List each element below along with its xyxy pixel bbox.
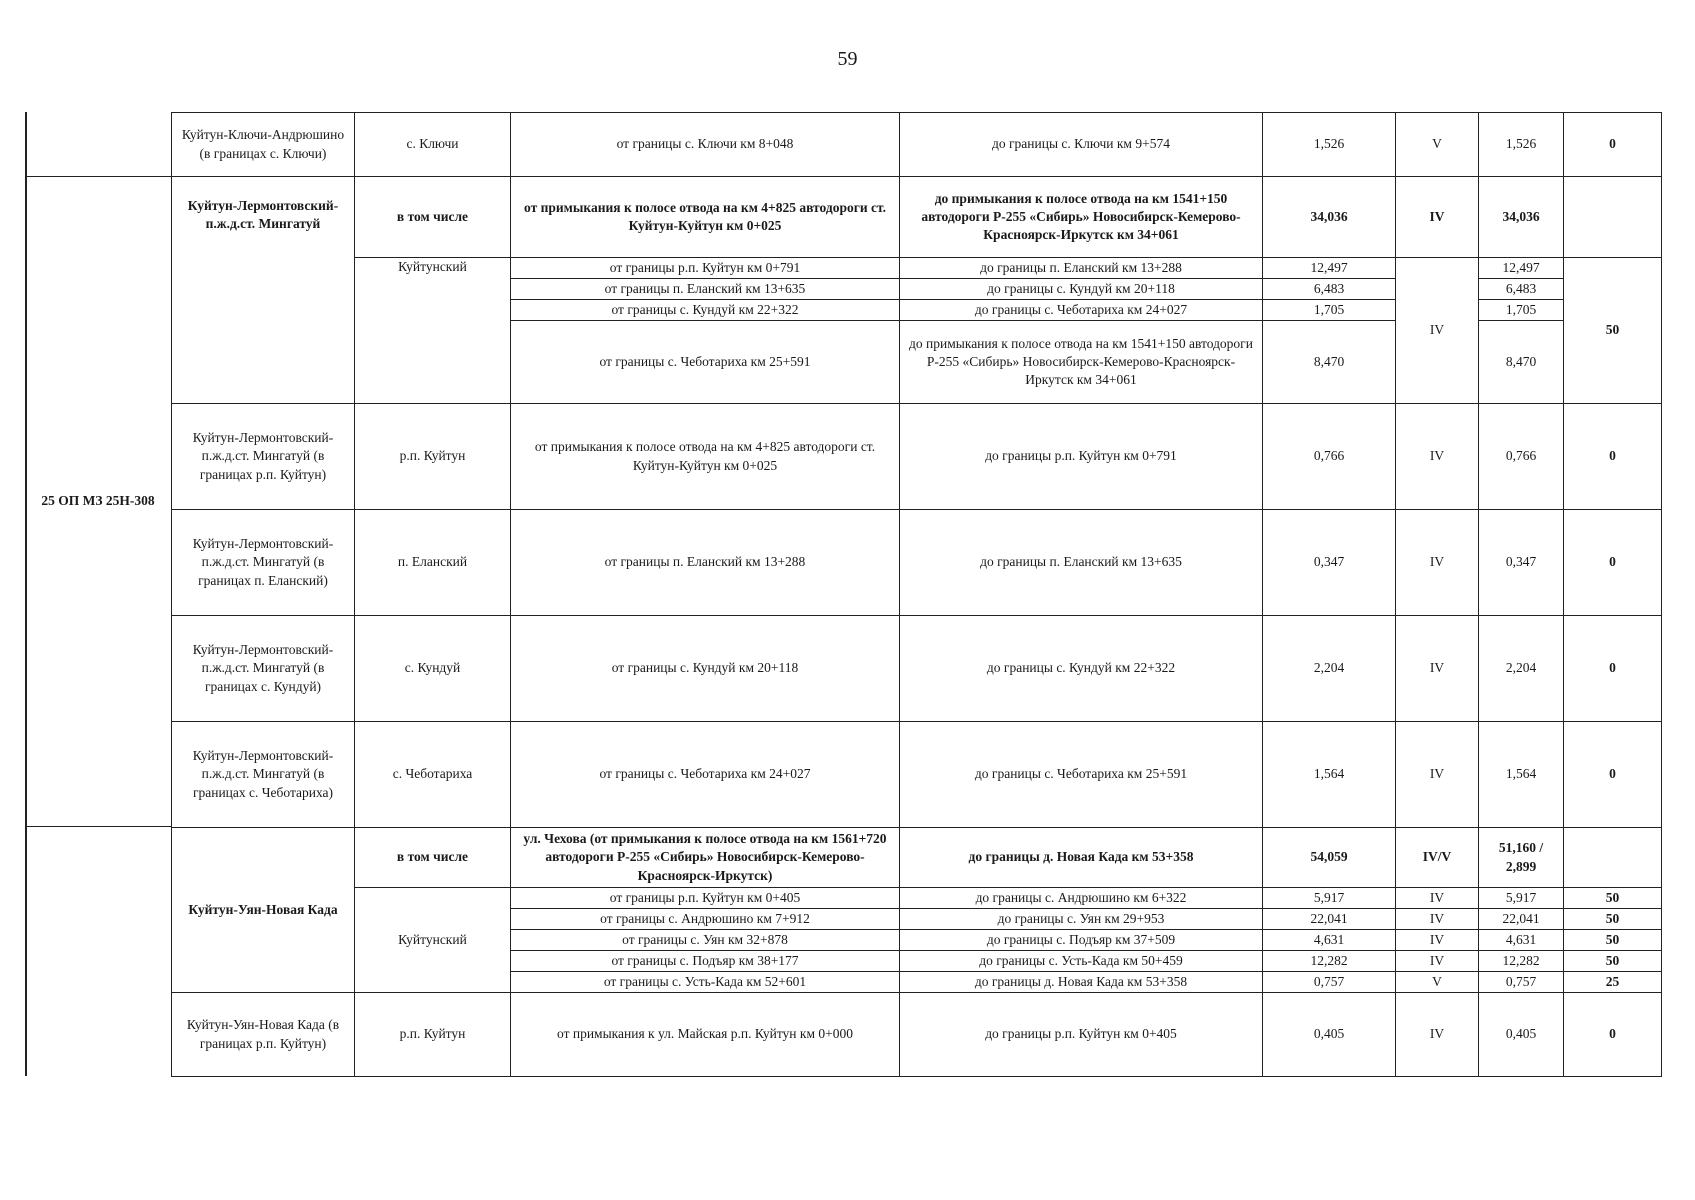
to-cell: до границы с. Кундуй км 20+118 — [900, 279, 1263, 300]
length2-cell: 8,470 — [1479, 321, 1564, 404]
locality-cell: п. Еланский — [355, 510, 511, 616]
table-row — [172, 510, 1662, 616]
width-cell: 50 — [1564, 951, 1662, 972]
table-row — [172, 258, 1662, 279]
from-cell: от границы р.п. Куйтун км 0+405 — [511, 888, 900, 909]
length2-cell: 12,497 — [1479, 258, 1564, 279]
length-cell: 54,059 — [1263, 828, 1396, 888]
category-cell: IV — [1396, 258, 1479, 404]
length-cell: 1,564 — [1263, 722, 1396, 828]
length2-cell: 1,526 — [1479, 113, 1564, 177]
locality-cell: с. Ключи — [355, 113, 511, 177]
table-row — [172, 113, 1662, 177]
category-cell: IV/V — [1396, 828, 1479, 888]
from-cell: от границы с. Кундуй км 22+322 — [511, 300, 900, 321]
length2-cell: 6,483 — [1479, 279, 1564, 300]
locality-cell: с. Чеботариха — [355, 722, 511, 828]
category-cell: V — [1396, 972, 1479, 993]
length-cell: 0,757 — [1263, 972, 1396, 993]
road-name-cell: Куйтун-Уян-Новая Када (в границах р.п. Куйтун) — [172, 993, 355, 1077]
length-cell: 4,631 — [1263, 930, 1396, 951]
to-cell: до границы с. Ключи км 9+574 — [900, 113, 1263, 177]
category-cell: IV — [1396, 177, 1479, 258]
to-cell: до границы п. Еланский км 13+635 — [900, 510, 1263, 616]
table-row — [172, 828, 1662, 888]
length-cell: 22,041 — [1263, 909, 1396, 930]
width-cell: 50 — [1564, 258, 1662, 404]
to-cell: до границы р.п. Куйтун км 0+405 — [900, 993, 1263, 1077]
length-cell: 2,204 — [1263, 616, 1396, 722]
category-cell: IV — [1396, 722, 1479, 828]
length-cell: 12,497 — [1263, 258, 1396, 279]
locality-cell: Куйтунский — [355, 888, 511, 993]
from-cell: от границы с. Уян км 32+878 — [511, 930, 900, 951]
to-cell: до примыкания к полосе отвода на км 1541+150 автодороги Р-255 «Сибирь» Новосибирск-Кемерово-Красноярск-Иркутск км 34+061 — [900, 177, 1263, 258]
category-cell: IV — [1396, 888, 1479, 909]
length2-cell: 0,405 — [1479, 993, 1564, 1077]
road-name-cell: Куйтун-Лермонтовский-п.ж.д.ст. Мингатуй — [172, 177, 355, 404]
road-name-cell: Куйтун-Лермонтовский-п.ж.д.ст. Мингатуй (в границах с. Кундуй) — [172, 616, 355, 722]
length-cell: 1,526 — [1263, 113, 1396, 177]
road-name-cell: Куйтун-Лермонтовский-п.ж.д.ст. Мингатуй (в границах п. Еланский) — [172, 510, 355, 616]
length-cell: 5,917 — [1263, 888, 1396, 909]
from-cell: от примыкания к полосе отвода на км 4+825 автодороги ст. Куйтун-Куйтун км 0+025 — [511, 404, 900, 510]
to-cell: до границы с. Усть-Када км 50+459 — [900, 951, 1263, 972]
from-cell: от примыкания к ул. Майская р.п. Куйтун км 0+000 — [511, 993, 900, 1077]
page-number: 59 — [837, 48, 858, 70]
road-name-cell: Куйтун-Лермонтовский-п.ж.д.ст. Мингатуй (в границах с. Чеботариха) — [172, 722, 355, 828]
length-cell: 8,470 — [1263, 321, 1396, 404]
section-divider-bottom — [25, 826, 171, 827]
to-cell: до границы д. Новая Када км 53+358 — [900, 828, 1263, 888]
from-cell: от границы р.п. Куйтун км 0+791 — [511, 258, 900, 279]
from-cell: ул. Чехова (от примыкания к полосе отвода на км 1561+720 автодороги Р-255 «Сибирь» Новосибирск-Кемерово-Красноярск-Иркутск) — [511, 828, 900, 888]
locality-cell: Куйтунский — [355, 258, 511, 404]
road-name-cell: Куйтун-Лермонтовский-п.ж.д.ст. Мингатуй (в границах р.п. Куйтун) — [172, 404, 355, 510]
table-row — [172, 888, 1662, 909]
category-cell: IV — [1396, 510, 1479, 616]
width-cell: 0 — [1564, 722, 1662, 828]
length2-cell: 51,160 / 2,899 — [1479, 828, 1564, 888]
from-cell: от границы с. Андрюшино км 7+912 — [511, 909, 900, 930]
width-cell: 0 — [1564, 404, 1662, 510]
to-cell: до границы с. Чеботариха км 24+027 — [900, 300, 1263, 321]
width-cell: 0 — [1564, 616, 1662, 722]
to-cell: до границы с. Подъяр км 37+509 — [900, 930, 1263, 951]
locality-cell: в том числе — [355, 828, 511, 888]
length2-cell: 0,766 — [1479, 404, 1564, 510]
to-cell: до границы р.п. Куйтун км 0+791 — [900, 404, 1263, 510]
locality-cell: с. Кундуй — [355, 616, 511, 722]
category-cell: IV — [1396, 951, 1479, 972]
from-cell: от границы с. Усть-Када км 52+601 — [511, 972, 900, 993]
to-cell: до границы п. Еланский км 13+288 — [900, 258, 1263, 279]
from-cell: от границы с. Подъяр км 38+177 — [511, 951, 900, 972]
from-cell: от границы п. Еланский км 13+288 — [511, 510, 900, 616]
length2-cell: 12,282 — [1479, 951, 1564, 972]
width-cell — [1564, 828, 1662, 888]
width-cell: 50 — [1564, 909, 1662, 930]
length2-cell: 2,204 — [1479, 616, 1564, 722]
length2-cell: 0,757 — [1479, 972, 1564, 993]
locality-cell: р.п. Куйтун — [355, 993, 511, 1077]
road-name-cell: Куйтун-Ключи-Андрюшино (в границах с. Ключи) — [172, 113, 355, 177]
length-cell: 12,282 — [1263, 951, 1396, 972]
category-cell: IV — [1396, 909, 1479, 930]
length2-cell: 34,036 — [1479, 177, 1564, 258]
width-cell: 0 — [1564, 993, 1662, 1077]
length-cell: 6,483 — [1263, 279, 1396, 300]
category-cell: IV — [1396, 993, 1479, 1077]
length-cell: 1,705 — [1263, 300, 1396, 321]
length2-cell: 22,041 — [1479, 909, 1564, 930]
to-cell: до границы с. Уян км 29+953 — [900, 909, 1263, 930]
width-cell: 50 — [1564, 930, 1662, 951]
table-row — [172, 993, 1662, 1077]
from-cell: от границы с. Кундуй км 20+118 — [511, 616, 900, 722]
length2-cell: 4,631 — [1479, 930, 1564, 951]
category-cell: IV — [1396, 930, 1479, 951]
to-cell: до границы д. Новая Када км 53+358 — [900, 972, 1263, 993]
category-cell: IV — [1396, 404, 1479, 510]
locality-cell: р.п. Куйтун — [355, 404, 511, 510]
width-cell: 25 — [1564, 972, 1662, 993]
road-table — [171, 112, 1662, 1077]
from-cell: от примыкания к полосе отвода на км 4+825 автодороги ст. Куйтун-Куйтун км 0+025 — [511, 177, 900, 258]
to-cell: до границы с. Кундуй км 22+322 — [900, 616, 1263, 722]
from-cell: от границы с. Чеботариха км 25+591 — [511, 321, 900, 404]
table-row — [172, 404, 1662, 510]
length-cell: 0,405 — [1263, 993, 1396, 1077]
from-cell: от границы п. Еланский км 13+635 — [511, 279, 900, 300]
length-cell: 0,766 — [1263, 404, 1396, 510]
to-cell: до примыкания к полосе отвода на км 1541+150 автодороги Р-255 «Сибирь» Новосибирск-Кемерово-Красноярск-Иркутск км 34+061 — [900, 321, 1263, 404]
length-cell: 34,036 — [1263, 177, 1396, 258]
length-cell: 0,347 — [1263, 510, 1396, 616]
length2-cell: 0,347 — [1479, 510, 1564, 616]
road-name-cell: Куйтун-Уян-Новая Када — [172, 828, 355, 993]
locality-cell: в том числе — [355, 177, 511, 258]
category-cell: IV — [1396, 616, 1479, 722]
category-cell: V — [1396, 113, 1479, 177]
width-cell: 0 — [1564, 113, 1662, 177]
from-cell: от границы с. Ключи км 8+048 — [511, 113, 900, 177]
length2-cell: 1,564 — [1479, 722, 1564, 828]
table-row — [172, 722, 1662, 828]
length2-cell: 5,917 — [1479, 888, 1564, 909]
table-row — [172, 177, 1662, 258]
from-cell: от границы с. Чеботариха км 24+027 — [511, 722, 900, 828]
width-cell — [1564, 177, 1662, 258]
road-code: 25 ОП МЗ 25Н-308 — [41, 493, 155, 508]
to-cell: до границы с. Чеботариха км 25+591 — [900, 722, 1263, 828]
length2-cell: 1,705 — [1479, 300, 1564, 321]
width-cell: 50 — [1564, 888, 1662, 909]
width-cell: 0 — [1564, 510, 1662, 616]
table-row — [172, 616, 1662, 722]
to-cell: до границы с. Андрюшино км 6+322 — [900, 888, 1263, 909]
